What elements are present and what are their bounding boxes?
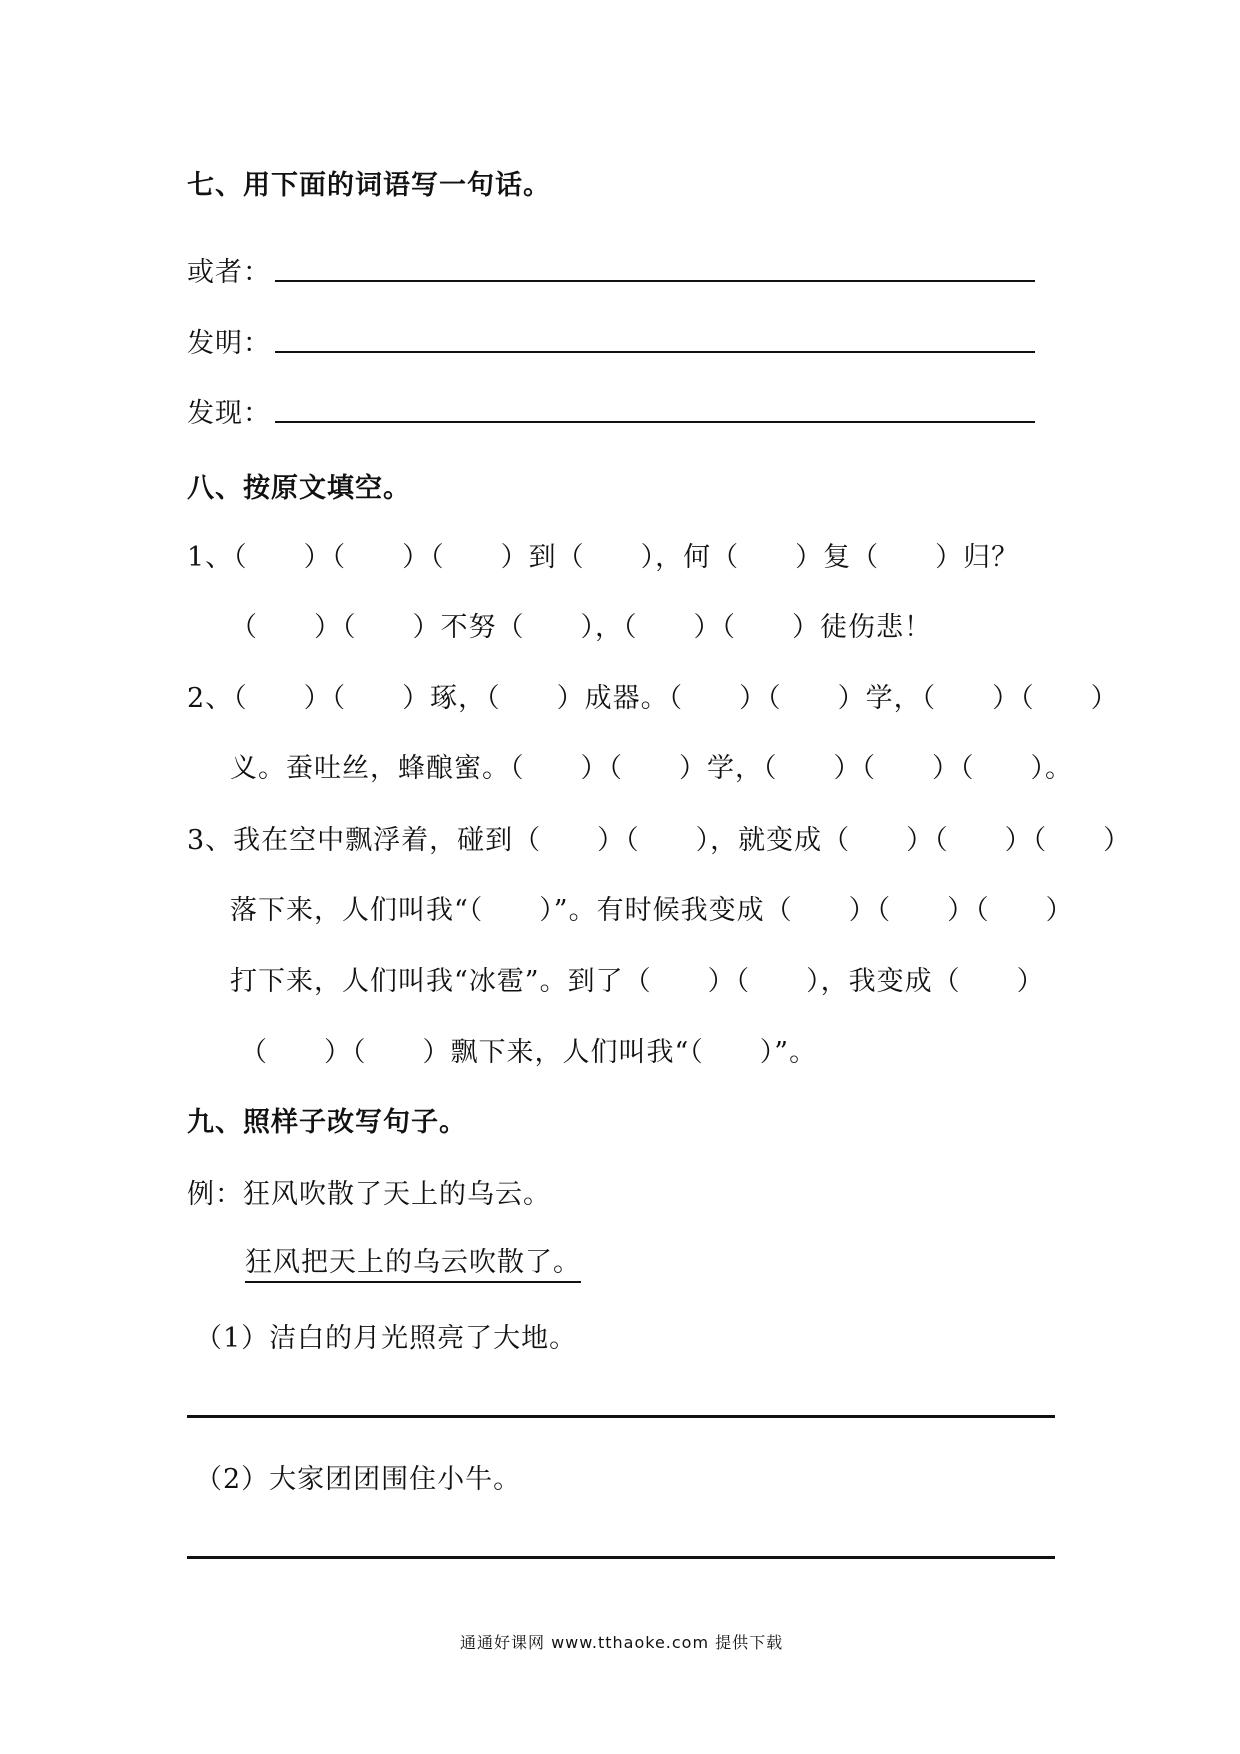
word-label-huozhe: 或者： [187,257,271,288]
example-label: 例： [187,1179,243,1210]
question-2: （2）大家团团围住小牛。 [195,1464,522,1495]
fill-line-1: 1、（ ）（ ）（ ）到（ ），何（ ）复（ ）归？ [187,542,1020,573]
fill-line-3: 2、（ ）（ ）琢，（ ）成器。（ ）（ ）学，（ ）（ ） [187,683,1119,714]
fill-line-4: 义。蚕吐丝，蜂酿蜜。（ ）（ ）学，（ ）（ ）（ ）。 [230,753,1073,784]
section-nine-heading: 九、照样子改写句子。 [187,1107,467,1138]
fill-line-8: （ ）（ ）飘下来，人们叫我“（ ）”。 [240,1037,818,1068]
fill-line-7: 打下来，人们叫我“冰雹”。到了（ ）（ ），我变成（ ） [230,966,1045,997]
answer-line-1[interactable] [187,1415,1055,1418]
example-sentence: 狂风吹散了天上的乌云。 [243,1179,551,1210]
example-answer-text: 狂风把天上的乌云吹散了。 [245,1247,581,1283]
footer-source: 通通好课网 www.tthaoke.com 提供下载 [460,1633,784,1652]
word-label-faxian: 发现： [187,398,271,429]
word-label-faming: 发明： [187,328,271,359]
section-eight-heading: 八、按原文填空。 [187,473,411,504]
section-seven-heading: 七、用下面的词语写一句话。 [187,170,551,201]
example-answer [245,1240,581,1279]
writing-line-1[interactable] [275,280,1035,282]
fill-line-2: （ ）（ ）不努（ ），（ ）（ ）徒伤悲！ [230,612,932,643]
example-row [187,1172,551,1211]
question-1: （1）洁白的月光照亮了大地。 [195,1323,578,1354]
writing-line-2[interactable] [275,351,1035,353]
fill-line-6: 落下来，人们叫我“（ ）”。有时候我变成（ ）（ ）（ ） [230,895,1074,926]
writing-line-3[interactable] [275,421,1035,423]
fill-line-5: 3、我在空中飘浮着，碰到（ ）（ ），就变成（ ）（ ）（ ） [187,825,1132,856]
answer-line-2[interactable] [187,1556,1055,1559]
